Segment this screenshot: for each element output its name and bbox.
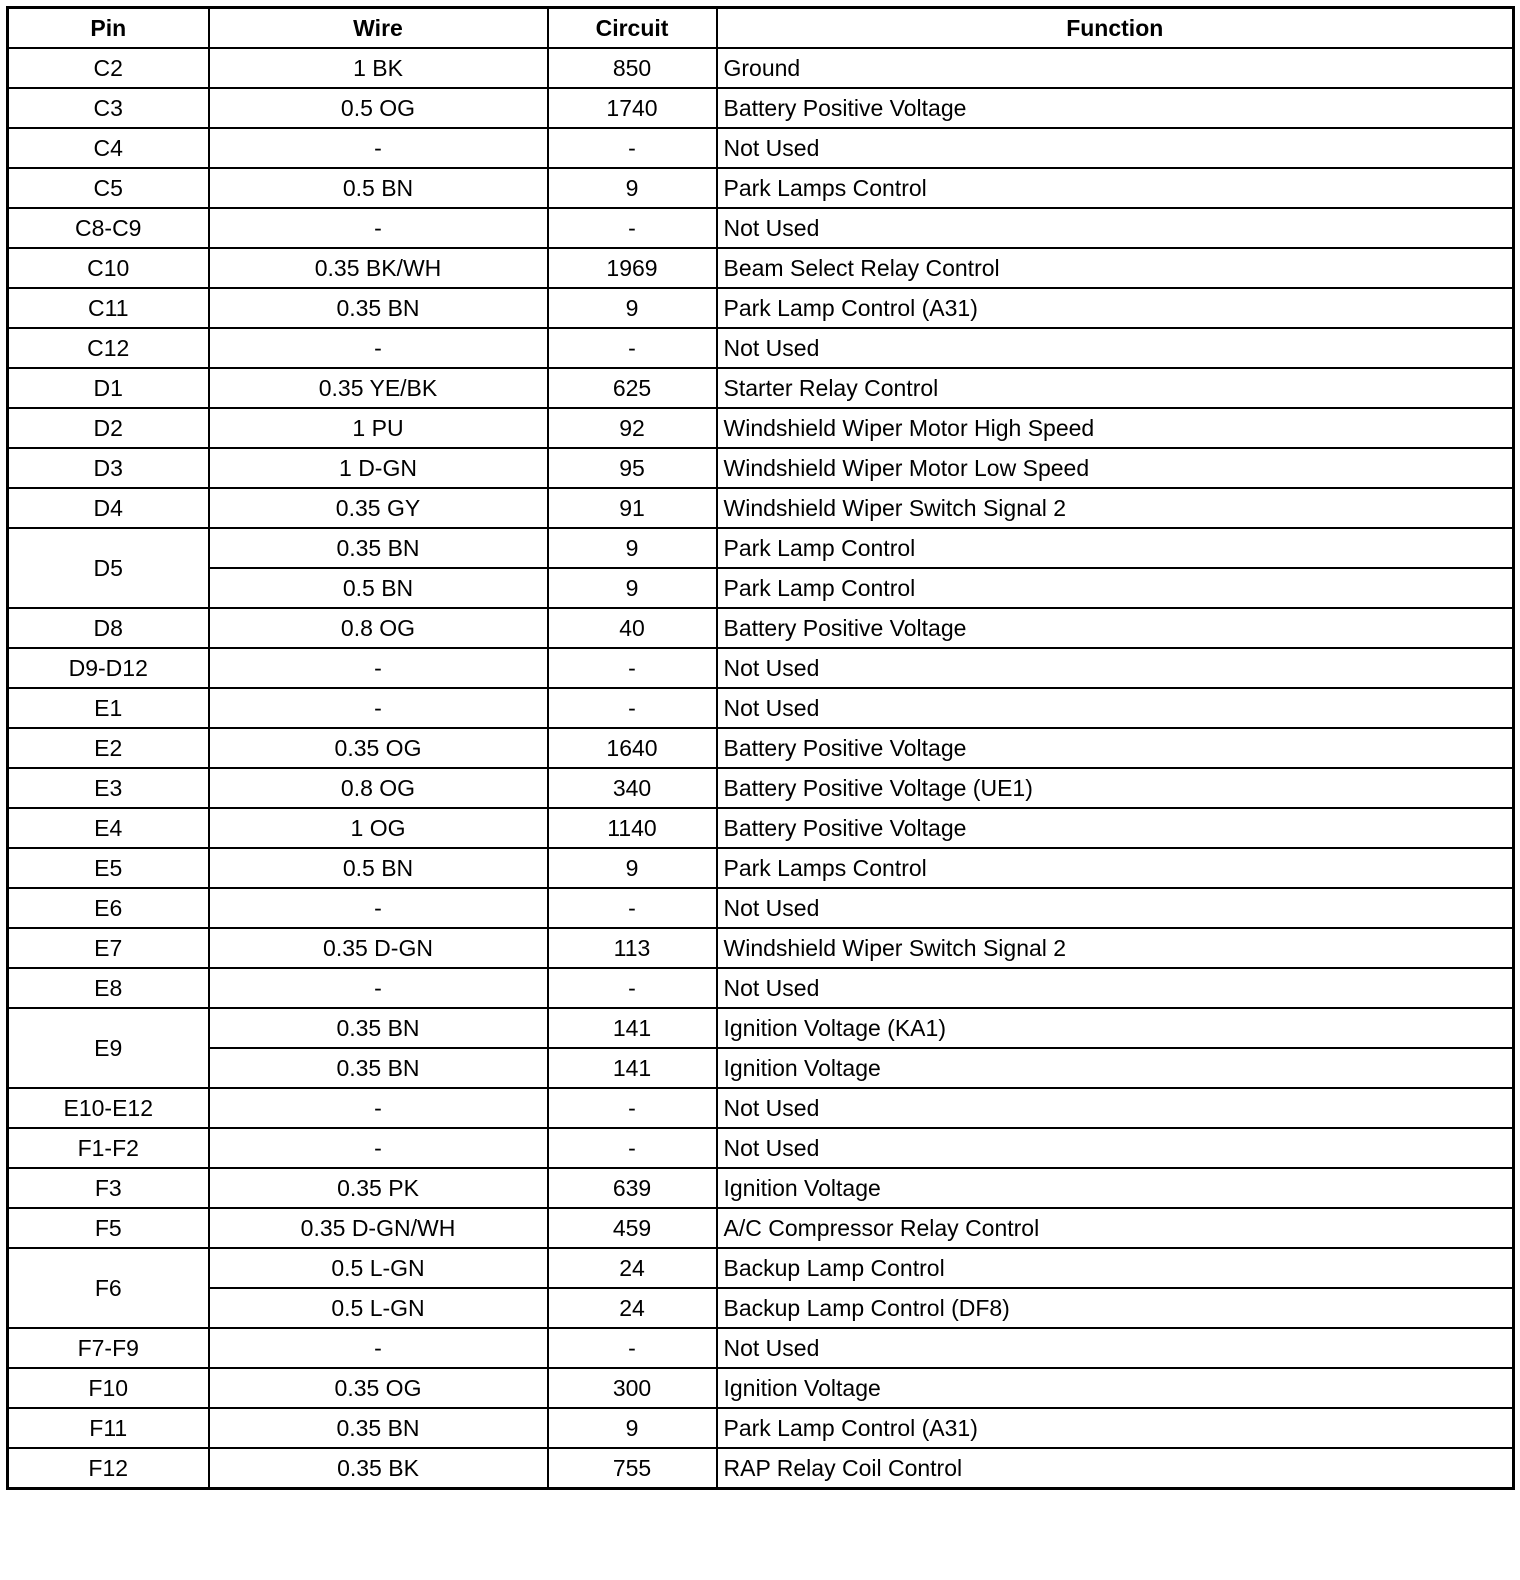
pin-cell: C2 xyxy=(8,48,209,88)
function-cell: Not Used xyxy=(717,1328,1514,1368)
function-cell: Battery Positive Voltage xyxy=(717,608,1514,648)
table-row xyxy=(8,1128,1514,1168)
table-row xyxy=(8,1328,1514,1368)
table-row xyxy=(8,1008,1514,1048)
wire-cell: - xyxy=(209,208,548,248)
function-cell: Battery Positive Voltage xyxy=(717,808,1514,848)
pin-cell: E1 xyxy=(8,688,209,728)
table-header-row xyxy=(8,8,1514,49)
table-row xyxy=(8,768,1514,808)
function-cell: Not Used xyxy=(717,208,1514,248)
pin-cell: F7-F9 xyxy=(8,1328,209,1368)
wire-cell: 0.35 GY xyxy=(209,488,548,528)
function-cell: A/C Compressor Relay Control xyxy=(717,1208,1514,1248)
circuit-cell: - xyxy=(548,328,717,368)
table-row xyxy=(8,1168,1514,1208)
function-cell: Backup Lamp Control (DF8) xyxy=(717,1288,1514,1328)
function-cell: Park Lamp Control (A31) xyxy=(717,1408,1514,1448)
pin-cell: E10-E12 xyxy=(8,1088,209,1128)
table-row xyxy=(8,1288,1514,1328)
table-row xyxy=(8,328,1514,368)
function-cell: Not Used xyxy=(717,128,1514,168)
wire-cell: 0.35 BK xyxy=(209,1448,548,1489)
pin-cell: E4 xyxy=(8,808,209,848)
pin-cell: D1 xyxy=(8,368,209,408)
function-cell: Ignition Voltage xyxy=(717,1168,1514,1208)
wire-cell: 0.5 L-GN xyxy=(209,1288,548,1328)
circuit-cell: - xyxy=(548,128,717,168)
table-row xyxy=(8,1048,1514,1088)
function-cell: Windshield Wiper Motor High Speed xyxy=(717,408,1514,448)
function-cell: Windshield Wiper Switch Signal 2 xyxy=(717,488,1514,528)
wire-cell: - xyxy=(209,1128,548,1168)
circuit-cell: 1640 xyxy=(548,728,717,768)
function-cell: Not Used xyxy=(717,968,1514,1008)
function-cell: Battery Positive Voltage xyxy=(717,88,1514,128)
function-cell: Ignition Voltage (KA1) xyxy=(717,1008,1514,1048)
wire-cell: - xyxy=(209,648,548,688)
circuit-cell: 1140 xyxy=(548,808,717,848)
table-row xyxy=(8,1248,1514,1288)
wire-cell: 0.35 BN xyxy=(209,1048,548,1088)
wire-cell: 0.5 OG xyxy=(209,88,548,128)
function-cell: Ignition Voltage xyxy=(717,1368,1514,1408)
pin-cell: F5 xyxy=(8,1208,209,1248)
wire-cell: 0.35 BK/WH xyxy=(209,248,548,288)
table-row xyxy=(8,1448,1514,1489)
circuit-cell: - xyxy=(548,1128,717,1168)
function-cell: Not Used xyxy=(717,328,1514,368)
wire-cell: - xyxy=(209,688,548,728)
pin-cell: D8 xyxy=(8,608,209,648)
pin-cell: D2 xyxy=(8,408,209,448)
circuit-cell: 95 xyxy=(548,448,717,488)
wire-cell: 1 D-GN xyxy=(209,448,548,488)
wire-cell: 0.35 BN xyxy=(209,1008,548,1048)
table-row xyxy=(8,368,1514,408)
table-row xyxy=(8,168,1514,208)
wire-cell: 0.5 BN xyxy=(209,168,548,208)
pin-cell: F6 xyxy=(8,1248,209,1328)
table-row xyxy=(8,808,1514,848)
wire-cell: 0.35 OG xyxy=(209,1368,548,1408)
wire-cell: 0.35 BN xyxy=(209,288,548,328)
table-row xyxy=(8,88,1514,128)
pin-cell: E5 xyxy=(8,848,209,888)
wire-cell: 0.5 BN xyxy=(209,568,548,608)
pin-cell: C8-C9 xyxy=(8,208,209,248)
circuit-cell: 9 xyxy=(548,168,717,208)
table-body xyxy=(8,48,1514,1489)
header-circuit: Circuit xyxy=(548,8,717,49)
wire-cell: 0.35 BN xyxy=(209,1408,548,1448)
circuit-cell: - xyxy=(548,888,717,928)
pin-cell: D9-D12 xyxy=(8,648,209,688)
function-cell: Not Used xyxy=(717,688,1514,728)
pin-cell: C11 xyxy=(8,288,209,328)
pin-cell: C4 xyxy=(8,128,209,168)
function-cell: Park Lamp Control xyxy=(717,568,1514,608)
pin-cell: D5 xyxy=(8,528,209,608)
wire-cell: 0.8 OG xyxy=(209,768,548,808)
wire-cell: - xyxy=(209,1088,548,1128)
table-row xyxy=(8,288,1514,328)
function-cell: Park Lamp Control (A31) xyxy=(717,288,1514,328)
pin-cell: D4 xyxy=(8,488,209,528)
table-row xyxy=(8,568,1514,608)
table-row xyxy=(8,48,1514,88)
wire-cell: 0.8 OG xyxy=(209,608,548,648)
wire-cell: - xyxy=(209,128,548,168)
header-function: Function xyxy=(717,8,1514,49)
circuit-cell: 9 xyxy=(548,288,717,328)
wire-cell: 1 PU xyxy=(209,408,548,448)
table-row xyxy=(8,248,1514,288)
circuit-cell: 755 xyxy=(548,1448,717,1489)
circuit-cell: 9 xyxy=(548,568,717,608)
wire-cell: 0.35 D-GN xyxy=(209,928,548,968)
circuit-cell: 1969 xyxy=(548,248,717,288)
function-cell: Battery Positive Voltage (UE1) xyxy=(717,768,1514,808)
circuit-cell: 639 xyxy=(548,1168,717,1208)
circuit-cell: - xyxy=(548,208,717,248)
table-row xyxy=(8,1088,1514,1128)
table-row xyxy=(8,488,1514,528)
circuit-cell: 9 xyxy=(548,528,717,568)
function-cell: Not Used xyxy=(717,888,1514,928)
table-row xyxy=(8,408,1514,448)
pin-cell: E7 xyxy=(8,928,209,968)
connector-pinout-table-container xyxy=(6,6,1512,1490)
function-cell: Not Used xyxy=(717,1088,1514,1128)
circuit-cell: 91 xyxy=(548,488,717,528)
wire-cell: 1 OG xyxy=(209,808,548,848)
wire-cell: 0.35 PK xyxy=(209,1168,548,1208)
circuit-cell: 459 xyxy=(548,1208,717,1248)
pin-cell: C12 xyxy=(8,328,209,368)
pin-cell: F10 xyxy=(8,1368,209,1408)
table-row xyxy=(8,1408,1514,1448)
function-cell: Ground xyxy=(717,48,1514,88)
table-row xyxy=(8,888,1514,928)
circuit-cell: - xyxy=(548,648,717,688)
function-cell: Park Lamp Control xyxy=(717,528,1514,568)
table-row xyxy=(8,968,1514,1008)
pin-cell: E9 xyxy=(8,1008,209,1088)
pin-cell: C5 xyxy=(8,168,209,208)
function-cell: RAP Relay Coil Control xyxy=(717,1448,1514,1489)
table-row xyxy=(8,448,1514,488)
pin-cell: F3 xyxy=(8,1168,209,1208)
table-row xyxy=(8,1208,1514,1248)
circuit-cell: 141 xyxy=(548,1008,717,1048)
table-row xyxy=(8,208,1514,248)
wire-cell: 0.35 YE/BK xyxy=(209,368,548,408)
table-row xyxy=(8,848,1514,888)
table-row xyxy=(8,128,1514,168)
circuit-cell: 92 xyxy=(548,408,717,448)
table-row xyxy=(8,528,1514,568)
pin-cell: E3 xyxy=(8,768,209,808)
function-cell: Park Lamps Control xyxy=(717,168,1514,208)
function-cell: Windshield Wiper Switch Signal 2 xyxy=(717,928,1514,968)
wire-cell: 0.35 OG xyxy=(209,728,548,768)
circuit-cell: 340 xyxy=(548,768,717,808)
table-row xyxy=(8,928,1514,968)
circuit-cell: 1740 xyxy=(548,88,717,128)
circuit-cell: - xyxy=(548,688,717,728)
wire-cell: 0.35 BN xyxy=(209,528,548,568)
circuit-cell: - xyxy=(548,1088,717,1128)
table-row xyxy=(8,728,1514,768)
circuit-cell: 850 xyxy=(548,48,717,88)
pin-cell: F12 xyxy=(8,1448,209,1489)
wire-cell: - xyxy=(209,968,548,1008)
pin-cell: D3 xyxy=(8,448,209,488)
function-cell: Ignition Voltage xyxy=(717,1048,1514,1088)
pin-cell: E2 xyxy=(8,728,209,768)
table-row xyxy=(8,1368,1514,1408)
function-cell: Not Used xyxy=(717,1128,1514,1168)
pin-cell: E8 xyxy=(8,968,209,1008)
function-cell: Starter Relay Control xyxy=(717,368,1514,408)
connector-pinout-table xyxy=(6,6,1515,1490)
pin-cell: E6 xyxy=(8,888,209,928)
table-row xyxy=(8,688,1514,728)
circuit-cell: 9 xyxy=(548,848,717,888)
circuit-cell: 300 xyxy=(548,1368,717,1408)
function-cell: Windshield Wiper Motor Low Speed xyxy=(717,448,1514,488)
pin-cell: C3 xyxy=(8,88,209,128)
wire-cell: 1 BK xyxy=(209,48,548,88)
circuit-cell: 9 xyxy=(548,1408,717,1448)
circuit-cell: 141 xyxy=(548,1048,717,1088)
pin-cell: F1-F2 xyxy=(8,1128,209,1168)
wire-cell: 0.5 L-GN xyxy=(209,1248,548,1288)
function-cell: Beam Select Relay Control xyxy=(717,248,1514,288)
circuit-cell: 40 xyxy=(548,608,717,648)
circuit-cell: 113 xyxy=(548,928,717,968)
wire-cell: 0.5 BN xyxy=(209,848,548,888)
circuit-cell: 24 xyxy=(548,1288,717,1328)
circuit-cell: 24 xyxy=(548,1248,717,1288)
circuit-cell: 625 xyxy=(548,368,717,408)
header-wire: Wire xyxy=(209,8,548,49)
wire-cell: - xyxy=(209,1328,548,1368)
function-cell: Not Used xyxy=(717,648,1514,688)
circuit-cell: - xyxy=(548,1328,717,1368)
header-pin: Pin xyxy=(8,8,209,49)
wire-cell: - xyxy=(209,328,548,368)
pin-cell: C10 xyxy=(8,248,209,288)
wire-cell: 0.35 D-GN/WH xyxy=(209,1208,548,1248)
function-cell: Backup Lamp Control xyxy=(717,1248,1514,1288)
table-row xyxy=(8,608,1514,648)
function-cell: Park Lamps Control xyxy=(717,848,1514,888)
table-row xyxy=(8,648,1514,688)
pin-cell: F11 xyxy=(8,1408,209,1448)
function-cell: Battery Positive Voltage xyxy=(717,728,1514,768)
wire-cell: - xyxy=(209,888,548,928)
circuit-cell: - xyxy=(548,968,717,1008)
